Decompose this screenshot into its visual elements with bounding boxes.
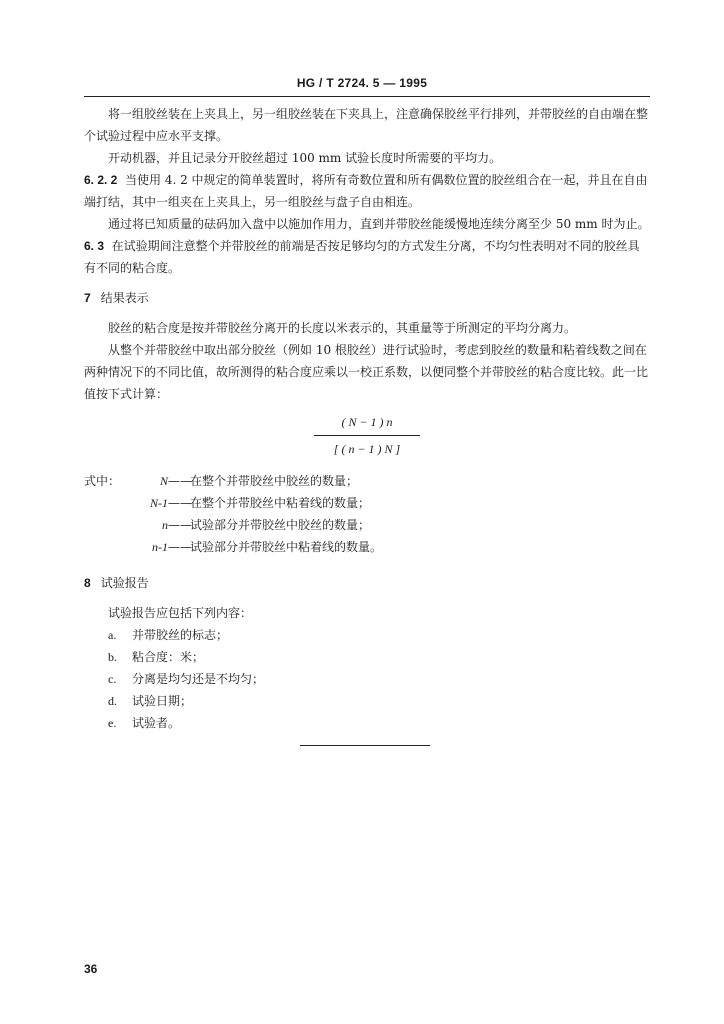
formula-numerator: ( N − 1 ) n [341,415,393,429]
symbol: N [159,474,168,488]
clause-6-2-2 [84,169,650,213]
definition-row [84,470,650,492]
item-text: 分离是均匀还是不均匀； [132,672,265,686]
document-body [84,103,650,734]
item-text: 并带胶丝的标志； [132,628,229,642]
clause-text: 在试验期间注意整个并带胶丝的前端是否按足够均匀的方式发生分离，不均匀性表明对不同的胶丝具有不同的粘合度。 [84,239,640,275]
dash: —— [168,540,192,554]
dash: —— [168,518,192,532]
item-letter: b. [108,650,117,664]
clause-text: 当使用 4. 2 中规定的简单装置时，将所有奇数位置和所有偶数位置的胶丝组合在一起，并且在自由端打结，其中一组夹在上夹具上，另一组胶丝与盘子自由相连。 [84,173,648,209]
paragraph: 试验报告应包括下列内容： [108,606,253,620]
definition-text: 在整个并带胶丝中胶丝的数量； [190,474,359,488]
section-number: 7 [84,291,91,305]
correction-formula [314,411,420,460]
section-7-heading [84,287,650,309]
list-item [108,624,650,646]
list-item [108,668,650,690]
list-item [108,690,650,712]
section-8-heading [84,572,650,594]
list-item [108,712,650,734]
section-title: 试验报告 [100,576,149,590]
dash: —— [168,496,192,510]
item-text: 粘合度：米； [132,650,205,664]
definition-row [84,492,650,514]
item-letter: a. [108,628,117,642]
paragraph: 胶丝的粘合度是按并带胶丝分离开的长度以米表示的，其重量等于所测定的平均分离力。 [108,321,577,335]
definition-row [84,536,650,558]
paragraph: 通过将已知质量的砝码加入盘中以施加作用力，直到并带胶丝能缓慢地连续分离至少 50 mm 时为止。 [108,217,650,231]
definition-row [84,514,650,536]
report-items [108,624,650,734]
item-text: 试验者。 [132,716,181,730]
clause-6-3 [84,235,650,279]
header-rule [84,96,650,97]
definition-text: 在整个并带胶丝中粘着线的数量； [190,496,371,510]
item-text: 试验日期； [132,694,193,708]
list-item [108,646,650,668]
where-label: 式中： [84,474,121,488]
item-letter: e. [108,716,117,730]
symbol: n-1 [152,540,168,554]
paragraph: 从整个并带胶丝中取出部分胶丝（例如 10 根胶丝）进行试验时，考虑到胶丝的数量和粘着线数之间在两种情况下的不同比值，故所测得的粘合度应乘以一校正系数，以便同整个并带胶丝的粘合度比较。此一比值按下式计算： [84,343,649,401]
symbol: N-1 [150,496,168,510]
paragraph: 开动机器，并且记录分开胶丝超过 100 mm 试验长度时所需要的平均力。 [108,151,502,165]
section-title: 结果表示 [100,291,149,305]
item-letter: d. [108,694,117,708]
clause-number: 6. 2. 2 [84,173,118,187]
clause-number: 6. 3 [84,239,105,253]
formula-denominator: [ ( n − 1 ) N ] [314,435,420,460]
dash: —— [168,474,192,488]
definition-text: 试验部分并带胶丝中粘着线的数量。 [190,540,383,554]
page-number: 36 [84,962,98,976]
variable-definitions [84,470,650,558]
end-rule [300,745,430,746]
paragraph: 将一组胶丝装在上夹具上，另一组胶丝装在下夹具上，注意确保胶丝平行排列，并带胶丝的自由端在整个试验过程中应水平支撑。 [84,107,649,143]
item-letter: c. [108,672,117,686]
section-number: 8 [84,576,91,590]
standard-header: HG / T 2724. 5 — 1995 [296,76,428,90]
definition-text: 试验部分并带胶丝中胶丝的数量； [190,518,371,532]
symbol: n [162,518,168,532]
